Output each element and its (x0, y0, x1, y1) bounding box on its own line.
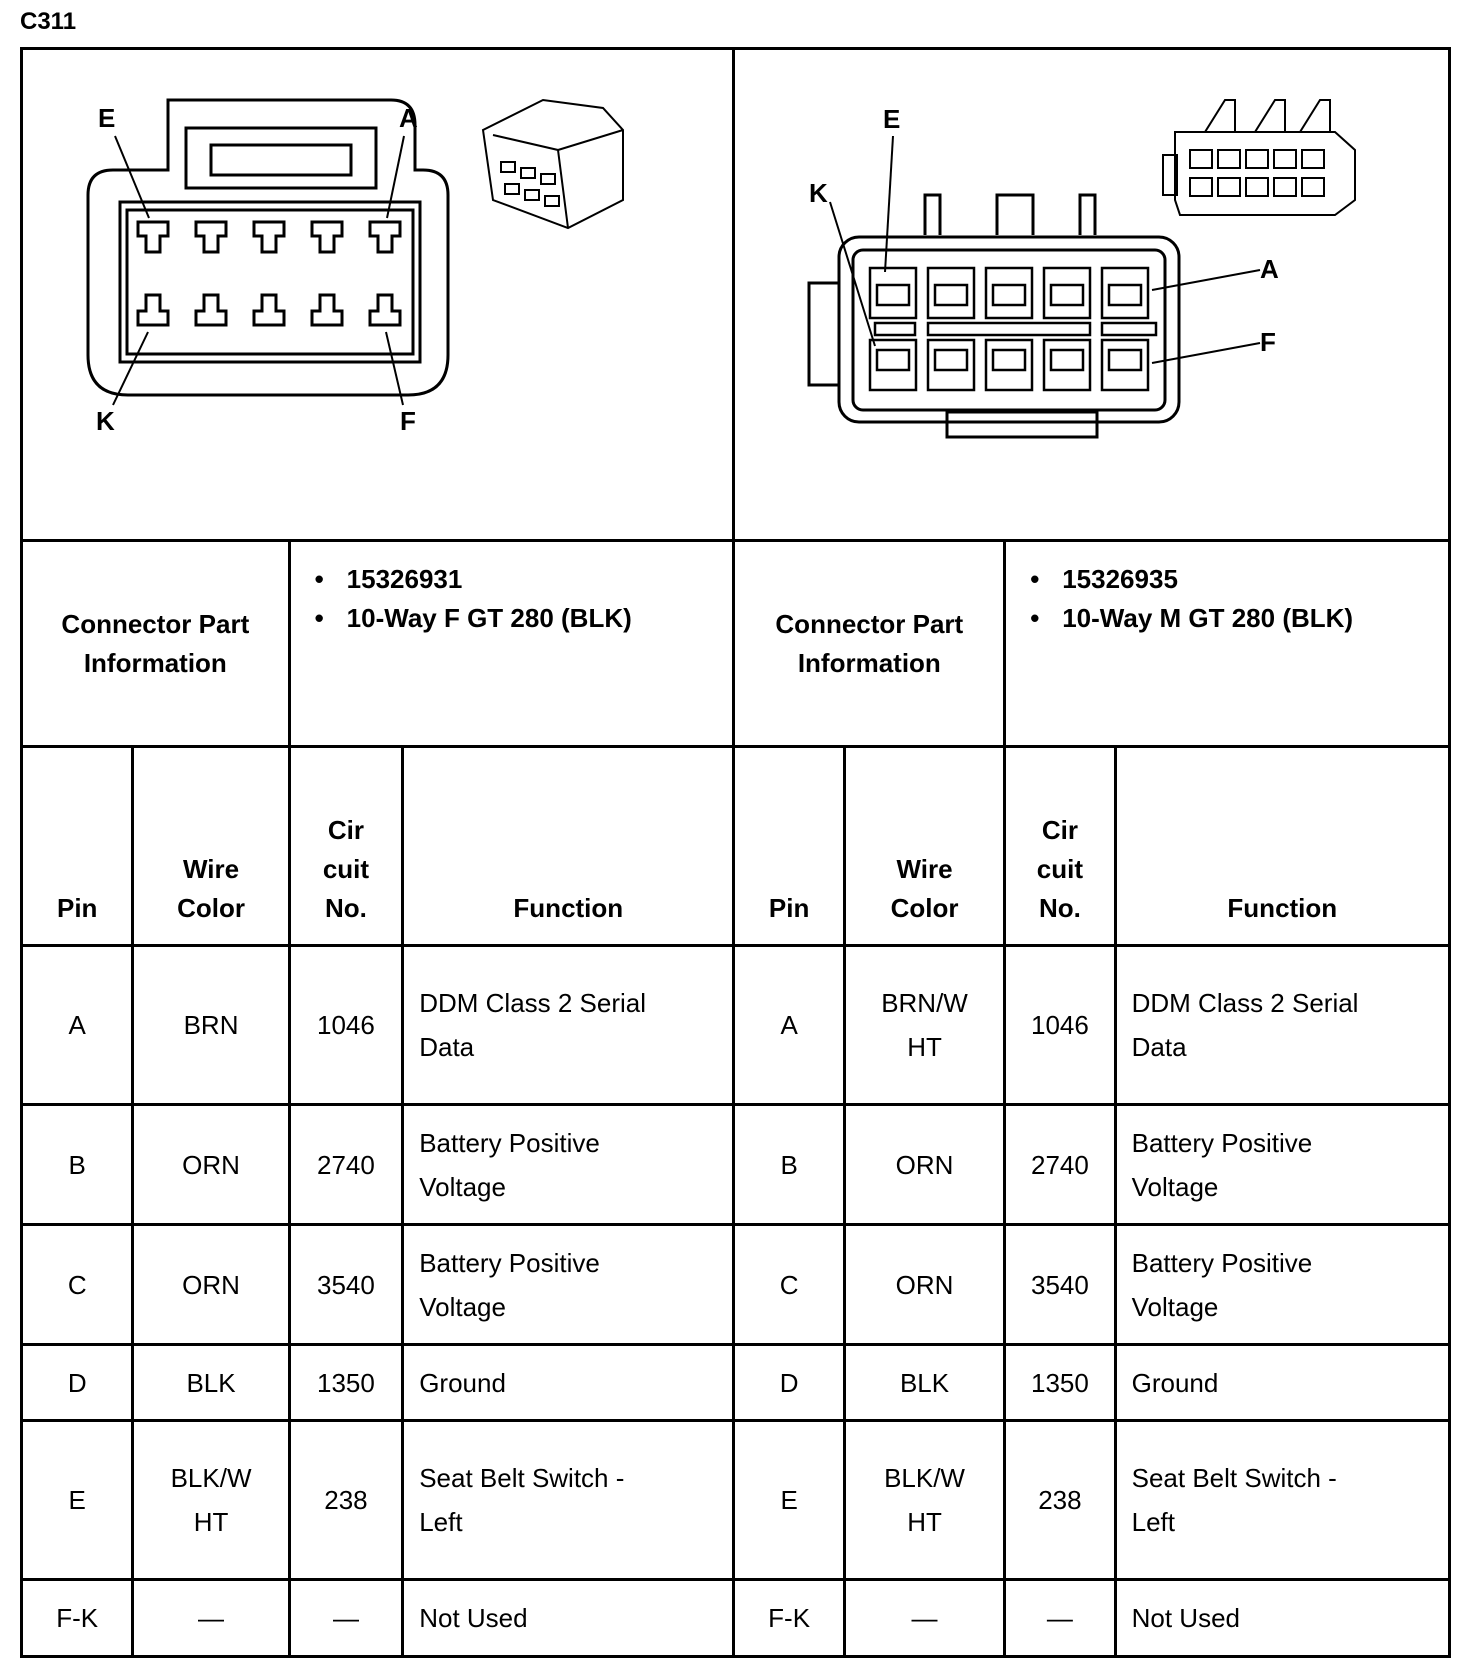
header-wire-color: Wire Color (844, 747, 1004, 946)
connector-id: C311 (20, 8, 77, 35)
callout-e: E (883, 104, 901, 134)
callout-f: F (400, 406, 416, 436)
pin-cell: C (734, 1225, 844, 1345)
cavities-bottom-row (870, 340, 1148, 390)
circuit-cell: 2740 (1005, 1105, 1115, 1225)
column-headers (22, 747, 1450, 946)
header-circuit: Cir cuit No. (289, 747, 403, 946)
table-row (22, 1580, 1450, 1657)
male-connector-drawing (735, 50, 1416, 539)
circuit-cell: 1350 (1005, 1345, 1115, 1421)
circuit-cell: 2740 (289, 1105, 403, 1225)
pin-cell: A (22, 946, 133, 1105)
pin-cell: E (22, 1421, 133, 1580)
pin-cell: A (734, 946, 844, 1105)
female-connector-drawing (23, 50, 707, 539)
function-cell: DDM Class 2 Serial Data (1115, 946, 1449, 1105)
wire-color-cell: BRN (133, 946, 289, 1105)
function-cell: Seat Belt Switch - Left (403, 1421, 734, 1580)
wire-color-cell: ORN (133, 1225, 289, 1345)
header-pin: Pin (22, 747, 133, 946)
pin-cell: F-K (22, 1580, 133, 1657)
part-number: • 15326935 (1034, 560, 1448, 599)
callout-k: K (96, 406, 115, 436)
male-connector-3d-view (1163, 100, 1355, 215)
function-cell: Battery Positive Voltage (1115, 1105, 1449, 1225)
function-cell: Battery Positive Voltage (403, 1105, 734, 1225)
function-cell: Not Used (403, 1580, 734, 1657)
circuit-cell: — (1005, 1580, 1115, 1657)
circuit-cell: — (289, 1580, 403, 1657)
wire-color-cell: — (133, 1580, 289, 1657)
connector-table (20, 47, 1451, 1658)
circuit-cell: 3540 (1005, 1225, 1115, 1345)
wire-color-cell: BRN/W HT (844, 946, 1004, 1105)
wire-color-cell: ORN (844, 1225, 1004, 1345)
table-row (22, 946, 1450, 1105)
header-function: Function (403, 747, 734, 946)
part-description: • 10-Way F GT 280 (BLK) (319, 599, 733, 638)
pin-cell: B (22, 1105, 133, 1225)
callout-a: A (1260, 254, 1280, 284)
wire-color-cell: BLK (844, 1345, 1004, 1421)
cavities-top-row (870, 268, 1148, 318)
female-connector-3d-view (483, 100, 623, 228)
circuit-cell: 3540 (289, 1225, 403, 1345)
part-description: • 10-Way M GT 280 (BLK) (1034, 599, 1448, 638)
function-cell: Battery Positive Voltage (1115, 1225, 1449, 1345)
table-row (22, 1421, 1450, 1580)
function-cell: DDM Class 2 Serial Data (403, 946, 734, 1105)
header-pin: Pin (734, 747, 844, 946)
function-cell: Not Used (1115, 1580, 1449, 1657)
callout-a: A (399, 103, 418, 133)
header-function: Function (1115, 747, 1449, 946)
callout-f: F (1260, 327, 1277, 357)
pin-cell: F-K (734, 1580, 844, 1657)
female-connector-diagram (22, 49, 734, 541)
part-info-list (289, 541, 734, 747)
circuit-cell: 238 (1005, 1421, 1115, 1580)
header-circuit: Cir cuit No. (1005, 747, 1115, 946)
table-row (22, 1345, 1450, 1421)
circuit-cell: 1046 (289, 946, 403, 1105)
wire-color-cell: ORN (844, 1105, 1004, 1225)
part-info-list (1005, 541, 1450, 747)
wire-color-cell: BLK/W HT (133, 1421, 289, 1580)
callout-k: K (809, 178, 829, 208)
wire-color-cell: BLK (133, 1345, 289, 1421)
part-number: • 15326931 (319, 560, 733, 599)
circuit-cell: 238 (289, 1421, 403, 1580)
function-cell: Ground (1115, 1345, 1449, 1421)
wire-color-cell: — (844, 1580, 1004, 1657)
terminals-bottom-row (138, 295, 400, 325)
header-wire-color: Wire Color (133, 747, 289, 946)
center-ribs (875, 323, 1156, 335)
table-row (22, 1225, 1450, 1345)
table-row (22, 1105, 1450, 1225)
part-info-label: Connector Part Information (22, 541, 290, 747)
pin-cell: D (734, 1345, 844, 1421)
wire-color-cell: ORN (133, 1105, 289, 1225)
terminals-top-row (138, 222, 400, 252)
pin-cell: D (22, 1345, 133, 1421)
function-cell: Battery Positive Voltage (403, 1225, 734, 1345)
male-connector-diagram (734, 49, 1450, 541)
pin-cell: E (734, 1421, 844, 1580)
part-info-label: Connector Part Information (734, 541, 1005, 747)
callout-e: E (98, 103, 116, 133)
circuit-cell: 1046 (1005, 946, 1115, 1105)
function-cell: Seat Belt Switch - Left (1115, 1421, 1449, 1580)
function-cell: Ground (403, 1345, 734, 1421)
pin-cell: C (22, 1225, 133, 1345)
wire-color-cell: BLK/W HT (844, 1421, 1004, 1580)
pin-cell: B (734, 1105, 844, 1225)
circuit-cell: 1350 (289, 1345, 403, 1421)
